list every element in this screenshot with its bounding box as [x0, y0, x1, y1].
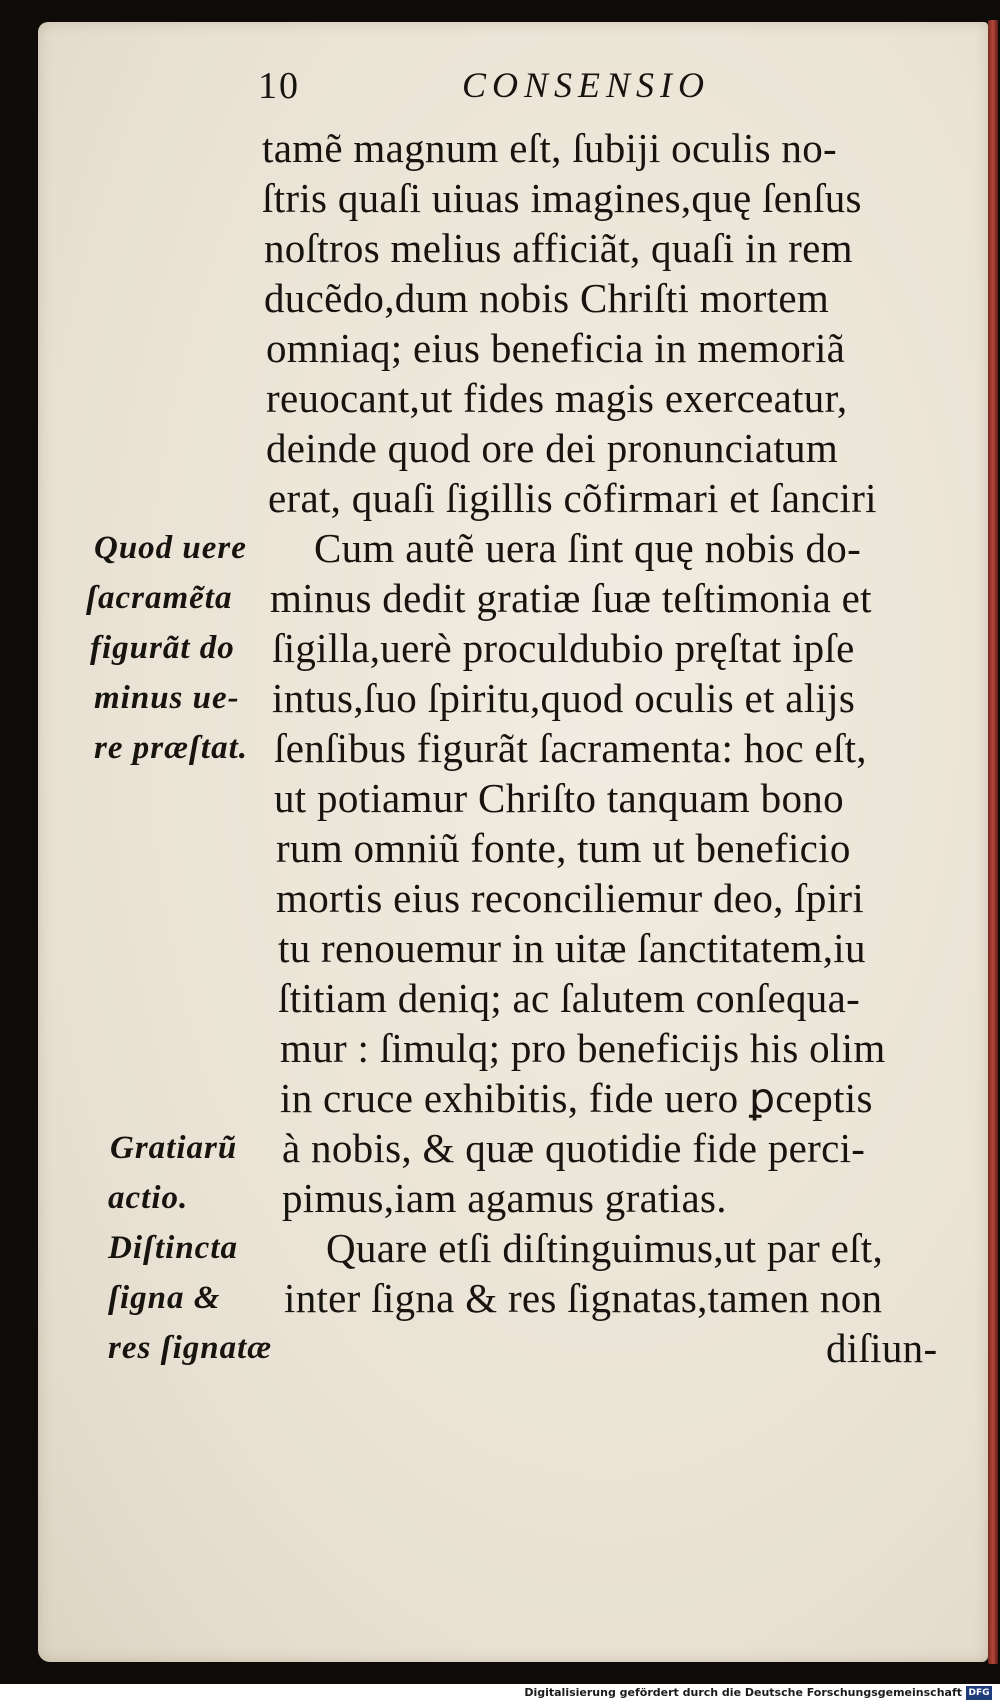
body-line: mur : ſimulq; pro beneficijs his olim: [280, 1025, 886, 1071]
margin-note: figurãt do: [90, 630, 235, 666]
body-line: ducẽdo,dum nobis Chriſti mortem: [264, 275, 830, 321]
margin-note: Quod uere: [94, 530, 247, 566]
margin-note: actio.: [108, 1180, 189, 1216]
body-line: ſtitiam deniq; ac ſalutem conſequa-: [278, 975, 861, 1021]
body-line: reuocant,ut fides magis exerceatur,: [266, 375, 848, 421]
footer-credit: Digitalisierung gefördert durch die Deutsche Forschungsgemeinschaft: [524, 1686, 962, 1699]
body-line: intus,ſuo ſpiritu,quod oculis et alijs: [272, 675, 856, 721]
body-line: inter ſigna & res ſignatas,tamen non: [284, 1275, 883, 1321]
body-line: deinde quod ore dei pronunciatum: [266, 425, 839, 471]
margin-note: Gratiarũ: [110, 1130, 238, 1166]
body-line: minus dedit gratiæ ſuæ teſtimonia et: [270, 575, 872, 621]
body-line: ſenſibus figurãt ſacramenta: hoc eſt,: [274, 725, 867, 771]
body-line: mortis eius reconciliemur deo, ſpiri: [276, 875, 865, 921]
catchword: diſiun-: [826, 1325, 938, 1371]
body-line: in cruce exhibitis, fide uero ꝑceptis: [280, 1075, 873, 1121]
body-line: à nobis, & quæ quotidie fide perci-: [282, 1125, 866, 1171]
body-line: Quare etſi diſtinguimus,ut par eſt,: [326, 1225, 884, 1271]
body-line: rum omniũ fonte, tum ut beneficio: [276, 825, 851, 871]
margin-note: ſacramẽta: [86, 580, 233, 616]
body-line: ſigilla,uerè proculdubio pręſtat ipſe: [272, 625, 855, 671]
body-line: tamẽ magnum eſt, ſubiji oculis no-: [262, 125, 837, 171]
body-line: erat, quaſi ſigillis cõfirmari et ſanciri: [268, 475, 877, 521]
body-line: omniaq; eius beneficia in memoriã: [266, 325, 846, 371]
margin-note: re præſtat.: [94, 730, 248, 766]
page-red-edge: [988, 20, 998, 1664]
body-line: Cum autẽ uera ſint quę nobis do-: [314, 525, 862, 571]
body-line: pimus,iam agamus gratias.: [282, 1175, 727, 1221]
dfg-logo: DFG: [966, 1686, 992, 1700]
margin-note: res ſignatæ: [108, 1330, 273, 1366]
margin-note: ſigna &: [108, 1280, 221, 1316]
body-line: tu renouemur in uitæ ſanctitatem,iu: [278, 925, 866, 971]
margin-note: Diſtincta: [108, 1230, 238, 1266]
margin-note: minus ue-: [94, 680, 240, 716]
body-line: ut potiamur Chriſto tanquam bono: [274, 775, 844, 821]
page-number: 10: [258, 65, 300, 107]
running-head: CONSENSIO: [462, 65, 711, 105]
body-line: noſtros melius afficiãt, quaſi in rem: [264, 225, 853, 271]
body-line: ſtris quaſi uiuas imagines,quę ſenſus: [262, 175, 862, 221]
